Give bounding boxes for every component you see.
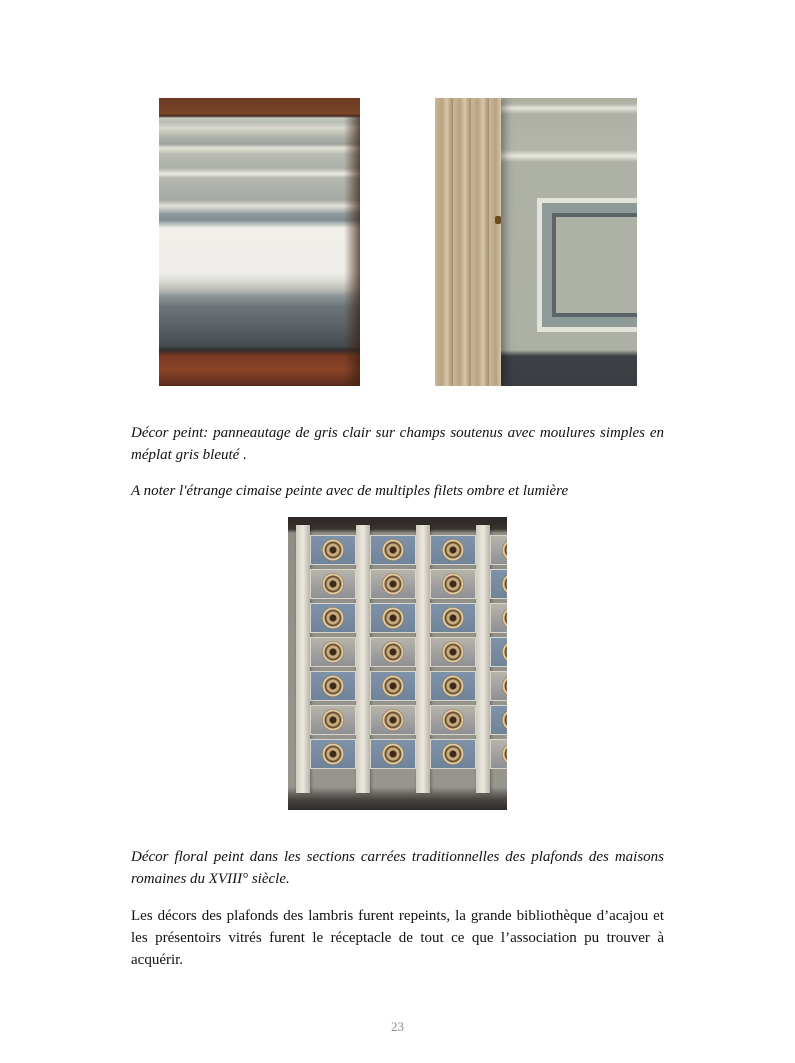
rosette-coffer [370, 535, 416, 565]
coffer-column [370, 535, 416, 773]
coffer-column [310, 535, 356, 773]
panel-moulding [552, 213, 637, 317]
rosette-coffer [370, 569, 416, 599]
rosette-coffer [370, 739, 416, 769]
rosette-coffer [490, 705, 507, 735]
curtain [435, 98, 501, 386]
caption-note-cimaise: A noter l'étrange cimaise peinte avec de multiples filets ombre et lumière [131, 483, 569, 499]
painted-panel [537, 198, 637, 332]
rosette-coffer [310, 705, 356, 735]
page-number: 23 [391, 1019, 404, 1034]
caption-painted-decor: Décor peint: panneautage de gris clair sur champs soutenus avec moulures simples en méplat gris bleuté . [131, 425, 664, 463]
photo-painted-wall-bands [159, 98, 360, 386]
rosette-coffer [490, 671, 507, 701]
rosette-coffer [310, 569, 356, 599]
rosette-coffer [310, 535, 356, 565]
rosette-coffer [430, 705, 476, 735]
ceiling-beam [296, 525, 310, 793]
rosette-coffer [310, 637, 356, 667]
rosette-coffer [490, 535, 507, 565]
curtain-hook [495, 216, 501, 224]
rosette-coffer [490, 637, 507, 667]
photo-coffered-ceiling [288, 517, 507, 810]
rosette-coffer [490, 569, 507, 599]
ceiling-beam [476, 525, 490, 793]
rosette-coffer [370, 637, 416, 667]
rosette-coffer [490, 739, 507, 769]
rosette-coffer [430, 739, 476, 769]
coffer-column [430, 535, 476, 773]
coffer-column [490, 535, 507, 773]
rosette-coffer [310, 671, 356, 701]
rosette-coffer [310, 739, 356, 769]
rosette-coffer [430, 569, 476, 599]
rosette-coffer [490, 603, 507, 633]
rosette-coffer [430, 671, 476, 701]
ceiling-beam [416, 525, 430, 793]
rosette-coffer [370, 671, 416, 701]
rosette-coffer [370, 705, 416, 735]
rosette-coffer [430, 535, 476, 565]
rosette-coffer [430, 603, 476, 633]
caption-floral-decor: Décor floral peint dans les sections carrées traditionnelles des plafonds des maisons romaines du XVIII° siècle. [131, 849, 664, 887]
rosette-coffer [310, 603, 356, 633]
rosette-coffer [370, 603, 416, 633]
body-paragraph: Les décors des plafonds des lambris furent repeints, la grande bibliothèque d’acajou et les présentoirs vitrés furent le réceptacle de tout ce que l’association pu trouver à acquérir. [131, 908, 664, 968]
rosette-coffer [430, 637, 476, 667]
ceiling-beam [356, 525, 370, 793]
photo-curtain-and-panel [435, 98, 637, 386]
